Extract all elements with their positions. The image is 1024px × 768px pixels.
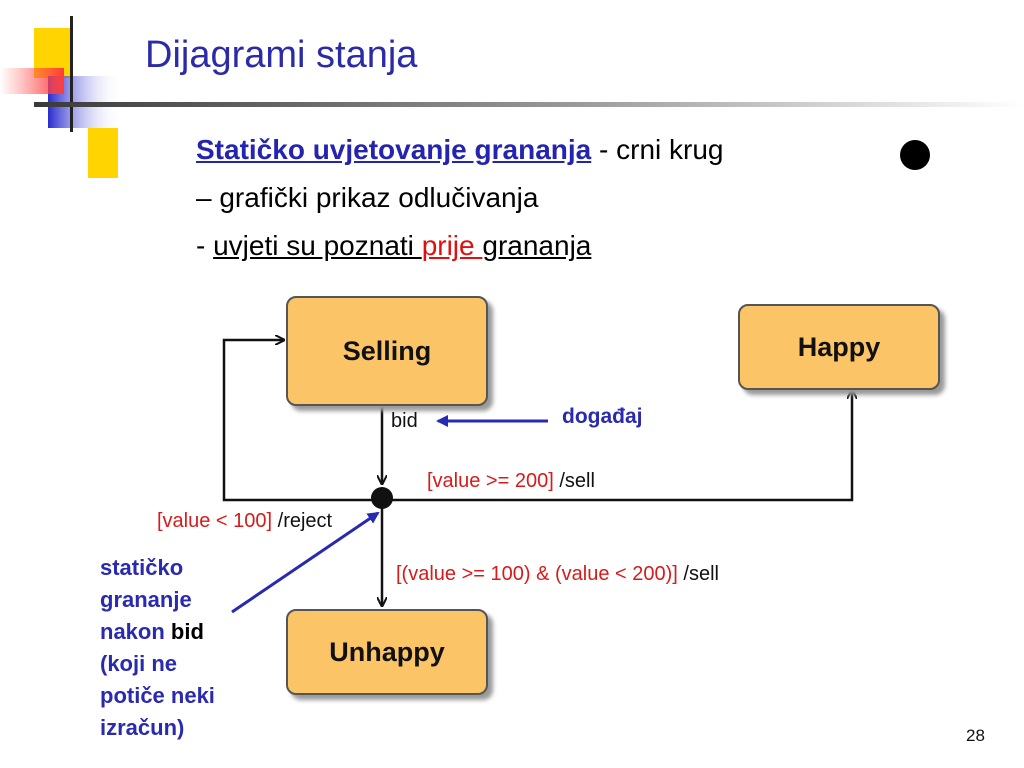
slide-title: Dijagrami stanja bbox=[145, 34, 418, 76]
state-unhappy: Unhappy bbox=[286, 609, 488, 695]
note-line-4: (koji ne bbox=[100, 651, 178, 676]
title-underline bbox=[34, 102, 1024, 107]
bullet-line-1 bbox=[196, 134, 724, 166]
label-sell-unhappy bbox=[396, 563, 719, 586]
guard-happy: [value >= 200] bbox=[427, 470, 554, 492]
action-reject: /reject bbox=[272, 510, 333, 532]
deco-yellow-block-bottom bbox=[88, 128, 118, 178]
note-line-3 bbox=[100, 616, 270, 648]
line3-prefix: - bbox=[196, 230, 214, 261]
bullet-line-3 bbox=[196, 230, 591, 262]
state-selling: Selling bbox=[286, 296, 488, 406]
deco-red-bar bbox=[0, 68, 64, 94]
page-number: 28 bbox=[966, 726, 985, 745]
note-line-5: potiče neki bbox=[100, 683, 215, 708]
line3-part-a: uvjeti su poznati bbox=[213, 230, 422, 261]
note-nakon: nakon bbox=[100, 619, 165, 644]
action-unhappy: /sell bbox=[677, 563, 719, 585]
label-event: događaj bbox=[562, 405, 643, 428]
choice-point bbox=[371, 487, 393, 509]
label-bid: bid bbox=[391, 410, 418, 432]
note-line-1: statičko bbox=[100, 555, 184, 580]
branching-note bbox=[100, 552, 270, 744]
guard-unhappy: [(value >= 100) & (value < 200)] bbox=[396, 563, 678, 585]
guard-reject: [value < 100] bbox=[157, 510, 273, 532]
note-bid: bid bbox=[170, 619, 204, 644]
line3-part-b: grananja bbox=[482, 230, 592, 261]
line3-red-word: prije bbox=[421, 230, 483, 261]
line1-rest: - crni krug bbox=[591, 134, 724, 165]
black-circle-icon bbox=[900, 140, 930, 170]
state-happy: Happy bbox=[738, 304, 940, 390]
static-branching-link[interactable]: Statičko uvjetovanje grananja bbox=[196, 134, 592, 165]
action-happy: /sell bbox=[553, 470, 595, 492]
label-sell-happy bbox=[427, 470, 595, 493]
note-line-6: izračun) bbox=[100, 715, 185, 740]
note-line-2: grananje bbox=[100, 587, 192, 612]
bullet-line-2: – grafički prikaz odlučivanja bbox=[196, 182, 539, 213]
deco-vertical-line bbox=[70, 16, 73, 132]
label-reject bbox=[157, 510, 332, 533]
